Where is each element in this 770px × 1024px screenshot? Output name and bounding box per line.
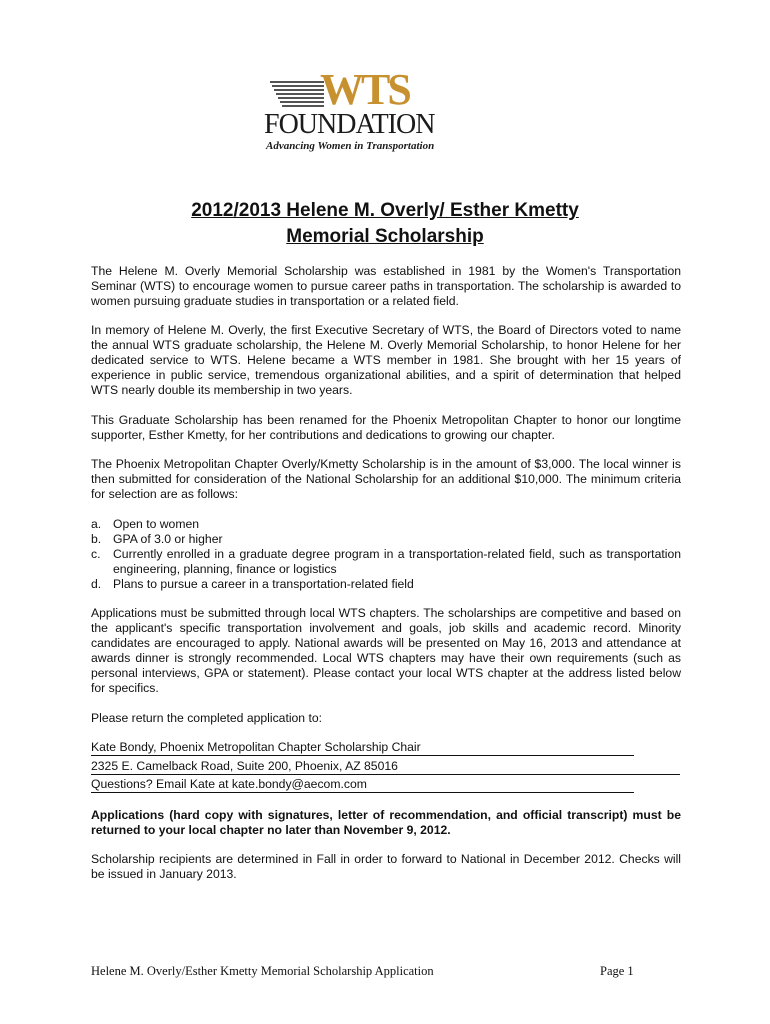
title-line-1: 2012/2013 Helene M. Overly/ Esther Kmetty	[191, 200, 579, 221]
logo-foundation-text: FOUNDATION	[264, 109, 435, 140]
list-item	[91, 577, 681, 592]
list-marker: b.	[91, 532, 102, 546]
footer-title: Helene M. Overly/Esther Kmetty Memorial Scholarship Application	[91, 964, 434, 978]
list-marker: a.	[91, 517, 102, 531]
paragraph-renamed: This Graduate Scholarship has been renamed for the Phoenix Metropolitan Chapter to honor our longtime supporter, Esther Kmetty, for her contributions and dedications to growing our chapter.	[91, 413, 681, 442]
footer-page-number: Page 1	[600, 964, 634, 978]
address-line-1: Kate Bondy, Phoenix Metropolitan Chapter Scholarship Chair	[91, 740, 634, 756]
list-item-text: Currently enrolled in a graduate degree program in a transportation-related field, such as transportation engineering, planning, finance or logistics	[113, 547, 681, 576]
list-item	[91, 517, 681, 532]
paragraph-memory: In memory of Helene M. Overly, the first Executive Secretary of WTS, the Board of Directors voted to name the annual WTS graduate scholarship, the Helene M. Overly Memorial Scholarship, to honor Helene for her dedicated service to WTS. Helene became a WTS member in 1981. She brought with her 15 years of experience in public service, tremendous organizational abilities, and a spirit of determination that helped WTS nearly double its membership in two years.	[91, 323, 681, 397]
list-marker: c.	[91, 547, 101, 561]
list-item	[91, 532, 681, 547]
address-line-2: 2325 E. Camelback Road, Suite 200, Phoenix, AZ 85016	[91, 759, 680, 775]
document-title	[0, 198, 770, 250]
title-line-2: Memorial Scholarship	[286, 226, 484, 247]
list-item-text: Open to women	[113, 517, 200, 531]
paragraph-amount: The Phoenix Metropolitan Chapter Overly/Kmetty Scholarship is in the amount of $3,000. The local winner is then submitted for consideration of the National Scholarship for an additional $10,000. The minimum criteria for selection are as follows:	[91, 457, 681, 501]
list-item	[91, 547, 681, 577]
paragraph-recipients: Scholarship recipients are determined in Fall in order to forward to National in December 2012. Checks will be issued in January 2013.	[91, 852, 681, 881]
paragraph-history: The Helene M. Overly Memorial Scholarship was established in 1981 by the Women's Transportation Seminar (WTS) to encourage women to pursue career paths in transportation. The scholarship is awarded to women pursuing graduate studies in transportation or a related field.	[91, 264, 681, 308]
list-marker: d.	[91, 577, 102, 591]
list-item-text: Plans to pursue a career in a transportation-related field	[113, 577, 414, 591]
criteria-list	[91, 517, 681, 592]
list-item-text: GPA of 3.0 or higher	[113, 532, 223, 546]
logo-wts-text: WTS	[320, 65, 409, 114]
address-line-3-email[interactable]: Questions? Email Kate at kate.bondy@aecom.com	[91, 777, 634, 793]
paragraph-applications: Applications must be submitted through local WTS chapters. The scholarships are competitive and based on the applicant's specific transportation involvement and goals, job skills and academic record. Minority candidates are encouraged to apply. National awards will be presented on May 16, 2013 and attendance at awards dinner is strongly recommended. Local WTS chapters may have their own requirements (such as personal interviews, GPA or statement). Please contact your local WTS chapter at the address listed below for specifics.	[91, 606, 681, 695]
logo-tagline: Advancing Women in Transportation	[266, 140, 435, 152]
paragraph-deadline: Applications (hard copy with signatures, letter of recommendation, and official transcript) must be returned to your local chapter no later than November 9, 2012.	[91, 808, 681, 837]
wts-foundation-logo	[262, 65, 435, 156]
paragraph-return: Please return the completed application to:	[91, 711, 323, 725]
